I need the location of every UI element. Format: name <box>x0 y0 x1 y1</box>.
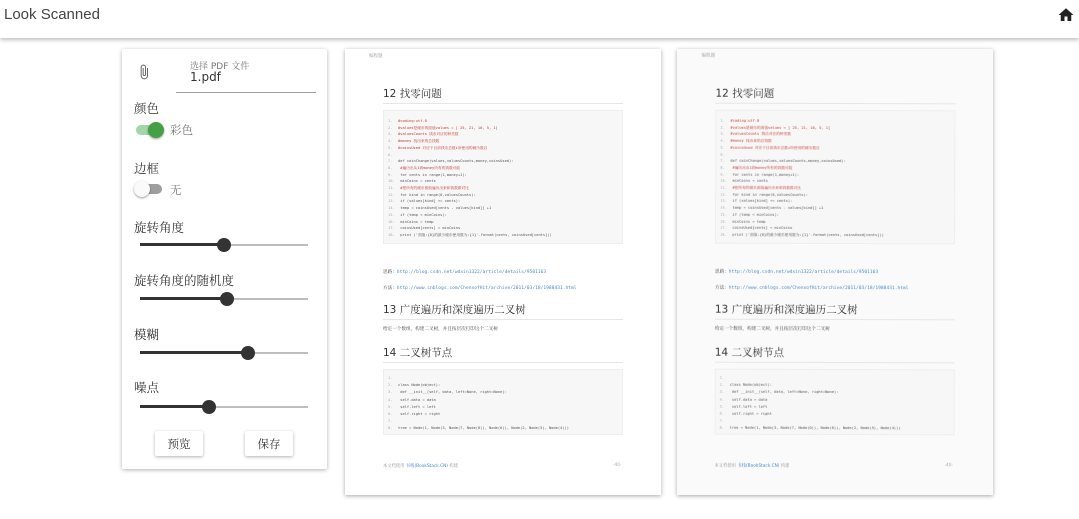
divider <box>383 319 623 320</box>
code-line: 10. minCoins = cents <box>388 179 436 184</box>
divider <box>383 362 623 363</box>
code-line: 7. def coinChange(values,valuesCounts,money,coinsUsed): <box>720 158 846 164</box>
code-line: 13. if (values[kind] <= cents): <box>388 199 461 204</box>
code-line: 8. tree = Node(1, Node(3, Node(7, Node(0)), Node(6)), Node(2, Node(5), Node(4))) <box>719 426 901 431</box>
code-block-1 <box>383 110 623 244</box>
blur-label: 模糊 <box>134 327 160 342</box>
code-line: 4. #money 找出来的总钱数 <box>388 139 440 144</box>
code-line: 4. self.data = data <box>719 397 768 402</box>
file-input[interactable] <box>176 59 316 93</box>
code-line: 3. #valuesCounts 钱币对应的种类数 <box>720 132 791 137</box>
code-block-2 <box>715 369 955 436</box>
file-input-value: 1.pdf <box>190 70 221 84</box>
code-line: 8. tree = Node(1, Node(3, Node(7, Node(0)), Node(6)), Node(2, Node(5), Node(4))) <box>388 426 569 431</box>
code-line: 11. #把所有的硬币面值遍历出来和钱数做对比 <box>720 185 802 190</box>
section-heading-13: 13 广度遍历和深度遍历二叉树 <box>383 304 526 316</box>
code-line: 3. def __init__(self, data, left=None, right=None): <box>719 390 839 395</box>
color-toggle[interactable] <box>134 122 164 138</box>
code-line: 2. #values是硬币的面值values = [ 25, 21, 10, 5, 1] <box>720 125 831 130</box>
divider <box>715 103 955 105</box>
slider-thumb[interactable] <box>220 292 234 306</box>
code-line: 9. for cents in range(1,money+1): <box>388 172 467 177</box>
rotation-random-slider[interactable] <box>140 292 308 306</box>
page-number: -40- <box>944 463 954 469</box>
divider <box>715 362 955 364</box>
border-toggle-text: 无 <box>170 183 182 197</box>
code-line: 1. <box>388 376 393 380</box>
page-header: 编程题 <box>369 54 383 59</box>
code-line: 1. #coding:utf-8 <box>388 119 427 123</box>
code-line: 12. for kind in range(0,valuesCounts): <box>720 192 808 197</box>
code-line: 3. def __init__(self, data, left=None, right=None): <box>388 390 507 395</box>
code-line: 14. temp = coinsUsed[cents - values[kind]] +1 <box>388 206 492 211</box>
section-13-text: 给定一个数组，构建二叉树，并且按层次打印这个二叉树 <box>714 326 830 332</box>
color-toggle-thumb <box>148 122 164 138</box>
section-heading-14: 14 二叉树节点 <box>714 346 785 359</box>
code-line: 17. coinsUsed[cents] = minCoins <box>720 225 793 231</box>
noise-slider[interactable] <box>140 400 308 414</box>
save-button[interactable]: 保存 <box>245 431 293 456</box>
rotation-slider[interactable] <box>140 238 308 252</box>
paperclip-icon[interactable] <box>136 62 152 82</box>
code-line: 9. for cents in range(1,money+1): <box>720 172 800 177</box>
code-line: 11. #把所有的硬币面值遍历出来和钱数做对比 <box>388 186 469 190</box>
divider <box>715 319 955 321</box>
code-line: 2. class Node(object): <box>388 383 441 388</box>
code-line: 6. self.right = right <box>719 411 772 416</box>
border-toggle[interactable] <box>134 181 164 197</box>
code-block-2 <box>383 369 623 435</box>
code-line: 7. <box>719 418 725 423</box>
rotation-random-label: 旋转角度的随机度 <box>134 273 235 288</box>
code-line: 18. print ('面值:{0}的最少硬币使用数为:{1}'.format(cents, coinsUsed[cents])) <box>388 232 552 237</box>
page-header: 编程题 <box>701 53 716 59</box>
slider-thumb[interactable] <box>241 346 255 360</box>
code-line: 3. #valuesCounts 钱币对应的种类数 <box>388 132 459 137</box>
code-line: 5. self.left = left <box>719 404 768 409</box>
code-line: 5. #coinsUsed 对应于目前钱币总数i所使用的硬币数目 <box>720 145 820 150</box>
color-label: 颜色 <box>134 101 160 116</box>
color-toggle-text: 彩色 <box>170 123 193 137</box>
reference-line-2: 方法：http://www.cnblogs.com/ChenxofHit/archive/2011/03/18/1988431.html <box>714 285 909 292</box>
code-line: 16. minCoins = temp <box>388 219 434 224</box>
page-footer: 本文档使用 书栈(BookStack.CN) 构建 <box>714 463 790 469</box>
code-line: 4. #money 找出来的总钱数 <box>720 138 772 143</box>
code-line: 8. #遍历出从1到money所有的钱数可能 <box>720 165 793 170</box>
section-heading-14: 14 二叉树节点 <box>383 347 453 359</box>
app-bar <box>0 0 1079 38</box>
settings-panel <box>122 49 327 469</box>
preview-button[interactable]: 预览 <box>155 431 203 456</box>
code-line: 1. <box>719 375 725 380</box>
code-line: 15. if (temp < minCoins): <box>720 212 779 217</box>
blur-slider[interactable] <box>140 346 308 360</box>
code-line: 16. minCoins = temp <box>720 219 766 224</box>
original-page-preview <box>345 49 661 495</box>
code-line: 5. #coinsUsed 对应于目前钱币总数i所使用的硬币数目 <box>388 145 488 150</box>
code-line: 5. self.left = left <box>388 404 436 409</box>
code-line: 7. def coinChange(values,valuesCounts,money,coinsUsed): <box>388 159 514 164</box>
reference-line-1: 思路：http://blog.csdn.net/wdxin1322/article/details/9501163 <box>383 270 547 275</box>
code-line: 1. #coding:utf-8 <box>720 118 760 123</box>
slider-fill <box>140 297 227 300</box>
code-line: 8. #遍历出从1到money所有的钱数可能 <box>388 165 461 170</box>
reference-line-2: 方法：http://www.cnblogs.com/ChenxofHit/archive/2011/03/18/1988431.html <box>383 286 577 291</box>
noise-label: 噪点 <box>134 380 160 395</box>
border-label: 边框 <box>134 161 160 176</box>
section-heading-12: 12 找零问题 <box>715 87 775 100</box>
code-block-1 <box>715 110 955 245</box>
code-line: 6. <box>720 152 725 157</box>
slider-fill <box>140 243 224 246</box>
page-footer: 本文档使用 书栈(BookStack.CN) 构建 <box>383 464 458 469</box>
scanned-page-preview <box>677 49 993 495</box>
code-line: 2. #values是硬币的面值values = [ 25, 21, 10, 5, 1] <box>388 125 498 130</box>
home-icon[interactable] <box>1057 6 1075 24</box>
code-line: 2. class Node(object): <box>719 382 772 388</box>
code-line: 7. <box>388 419 393 424</box>
code-line: 14. temp = coinsUsed[cents - values[kind]] +1 <box>720 205 824 211</box>
reference-line-1: 思路：http://blog.csdn.net/wdxin1322/article/details/9501163 <box>714 269 879 276</box>
code-line: 18. print ('面值:{0}的最少硬币使用数为:{1}'.format(cents, coinsUsed[cents])) <box>720 232 884 238</box>
slider-fill <box>140 405 209 408</box>
page-number: -40- <box>613 463 622 468</box>
rotation-label: 旋转角度 <box>134 220 185 235</box>
file-picker[interactable] <box>136 59 316 95</box>
code-line: 4. self.data = data <box>388 397 436 402</box>
code-line: 6. <box>388 152 393 157</box>
code-line: 12. for kind in range(0,valuesCounts): <box>388 192 476 197</box>
code-line: 6. self.right = right <box>388 412 441 416</box>
slider-thumb[interactable] <box>202 400 216 414</box>
section-13-text: 给定一个数组，构建二叉树，并且按层次打印这个二叉树 <box>383 327 498 332</box>
slider-fill <box>140 351 248 354</box>
code-line: 17. coinsUsed[cents] = minCoins <box>388 226 461 231</box>
section-heading-13: 13 广度遍历和深度遍历二叉树 <box>714 303 858 317</box>
file-input-label: 选择 PDF 文件 <box>190 62 250 72</box>
code-line: 15. if (temp < minCoins): <box>388 212 447 217</box>
divider <box>383 103 623 104</box>
code-line: 13. if (values[kind] <= cents): <box>720 199 793 204</box>
slider-thumb[interactable] <box>217 238 231 252</box>
section-heading-12: 12 找零问题 <box>383 88 442 100</box>
border-toggle-thumb <box>134 181 150 197</box>
app-title: Look Scanned <box>4 6 100 23</box>
code-line: 10. minCoins = cents <box>720 178 768 184</box>
